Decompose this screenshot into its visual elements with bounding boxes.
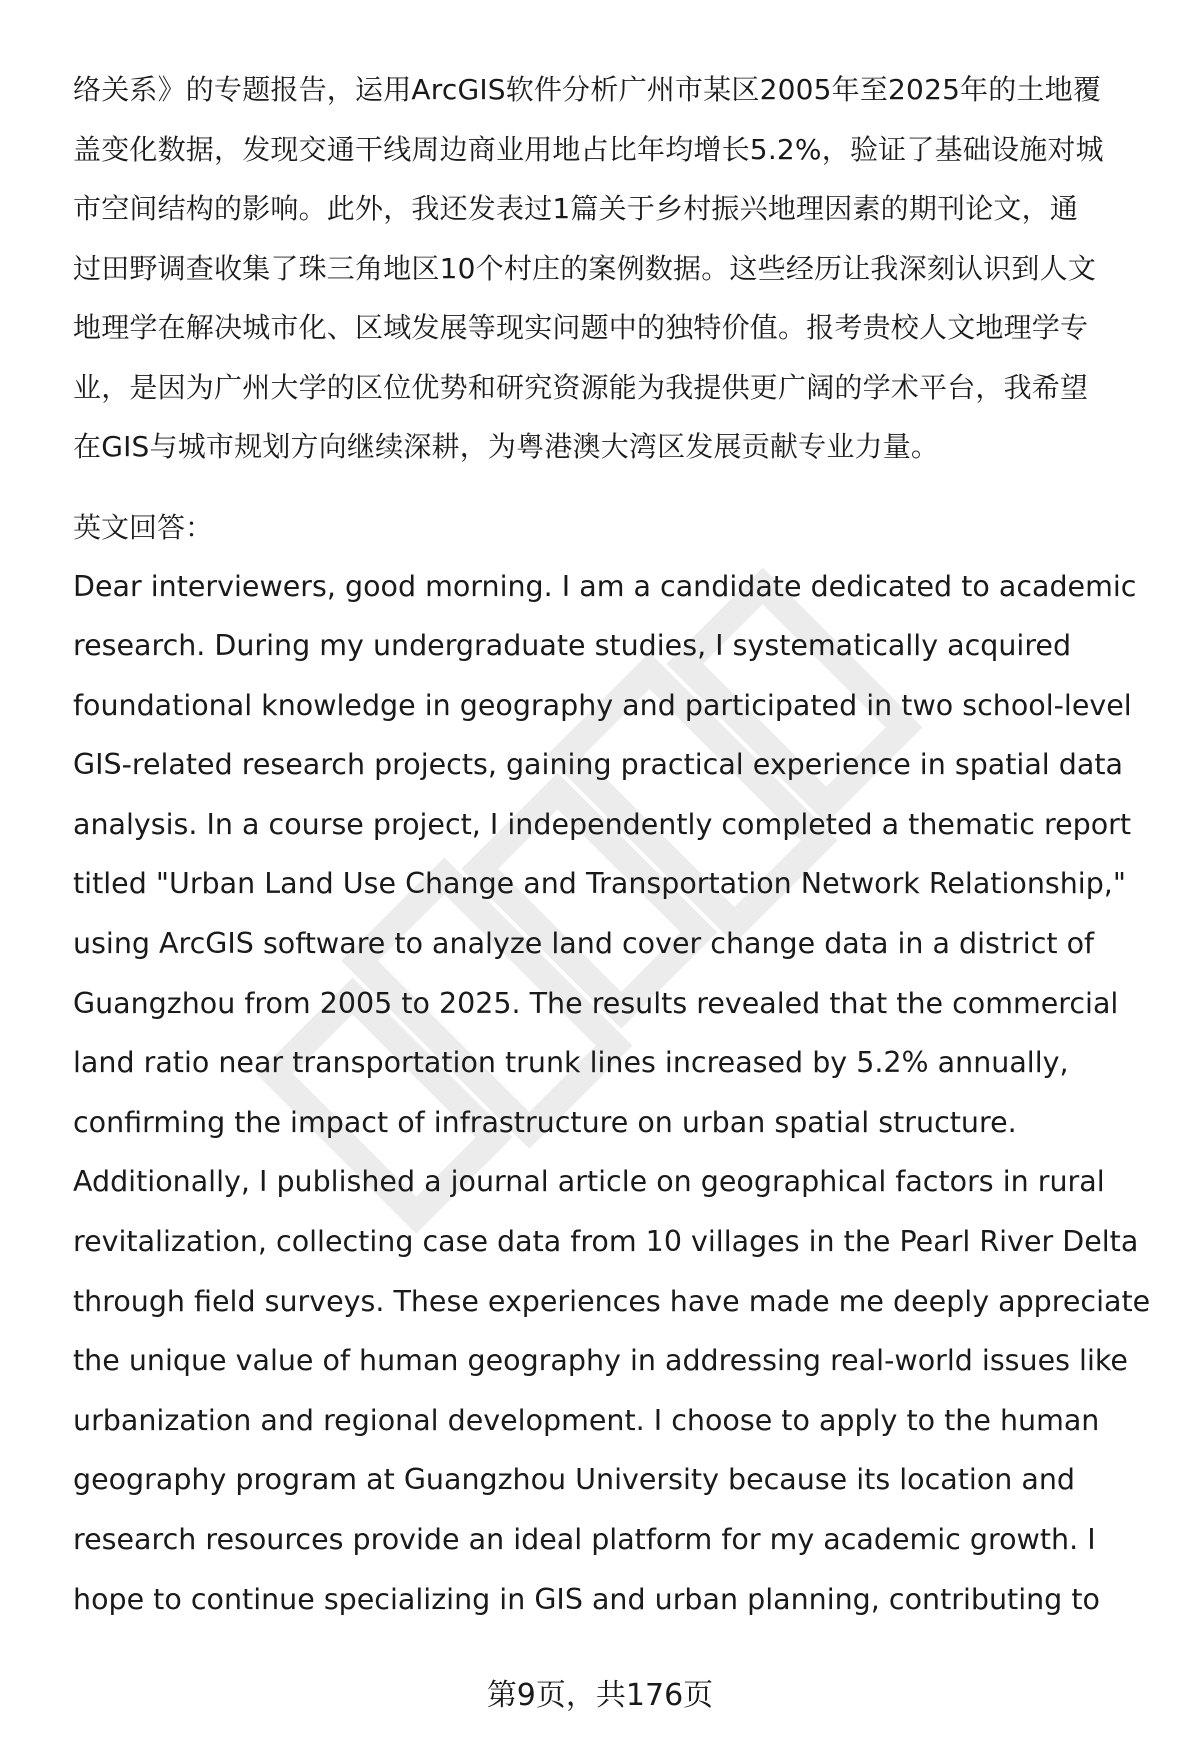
text-line: research. During my undergraduate studies, I systematically acquired bbox=[73, 629, 1072, 663]
page-number-footer: 第9页，共176页 bbox=[486, 1678, 714, 1713]
text-line: revitalization, collecting case data from 10 villages in the Pearl River Delta bbox=[73, 1225, 1139, 1259]
text-line: 地理学在解决城市化、区域发展等现实问题中的独特价值。报考贵校人文地理学专 bbox=[73, 311, 1089, 344]
text-line: confirming the impact of infrastructure on urban spatial structure. bbox=[73, 1105, 1017, 1139]
text-line: using ArcGIS software to analyze land cover change data in a district of bbox=[73, 927, 1095, 961]
text-line: 络关系》的专题报告，运用ArcGIS软件分析广州市某区2005年至2025年的土地覆 bbox=[73, 73, 1102, 106]
english-answer-paragraph bbox=[73, 557, 1151, 1630]
text-line: geography program at Guangzhou University because its location and bbox=[73, 1463, 1076, 1497]
text-line: hope to continue specializing in GIS and urban planning, contributing to bbox=[73, 1582, 1100, 1616]
text-line: 业，是因为广州大学的区位优势和研究资源能为我提供更广阔的学术平台，我希望 bbox=[73, 370, 1089, 404]
text-line: analysis. In a course project, I independently completed a thematic report bbox=[73, 807, 1132, 841]
text-line: foundational knowledge in geography and participated in two school-level bbox=[73, 688, 1132, 722]
text-line: titled "Urban Land Use Change and Transportation Network Relationship," bbox=[73, 867, 1126, 901]
text-line: 盖变化数据，发现交通干线周边商业用地占比年均增长5.2%，验证了基础设施对城 bbox=[73, 132, 1104, 166]
text-line: Additionally, I published a journal article on geographical factors in rural bbox=[73, 1165, 1105, 1199]
english-answer-label: 英文回答： bbox=[73, 510, 214, 544]
document-body bbox=[73, 60, 1151, 1629]
text-line: Guangzhou from 2005 to 2025. The results revealed that the commercial bbox=[73, 986, 1119, 1020]
chinese-answer-paragraph bbox=[73, 60, 1138, 477]
text-line: the unique value of human geography in addressing real-world issues like bbox=[73, 1344, 1128, 1378]
text-line: land ratio near transportation trunk lines increased by 5.2% annually, bbox=[73, 1046, 1069, 1080]
text-line: urbanization and regional development. I choose to apply to the human bbox=[73, 1403, 1100, 1437]
text-line: 市空间结构的影响。此外，我还发表过1篇关于乡村振兴地理因素的期刊论文，通 bbox=[73, 192, 1079, 225]
text-line: 在GIS与城市规划方向继续深耕，为粤港澳大湾区发展贡献专业力量。 bbox=[73, 430, 940, 463]
text-line: GIS-related research projects, gaining practical experience in spatial data bbox=[73, 748, 1123, 782]
text-line: 过田野调查收集了珠三角地区10个村庄的案例数据。这些经历让我深刻认识到人文 bbox=[73, 251, 1097, 285]
text-line: Dear interviewers, good morning. I am a candidate dedicated to academic bbox=[73, 569, 1137, 603]
text-line: through field surveys. These experiences have made me deeply appreciate bbox=[73, 1284, 1151, 1318]
text-line: research resources provide an ideal platform for my academic growth. I bbox=[73, 1523, 1096, 1556]
